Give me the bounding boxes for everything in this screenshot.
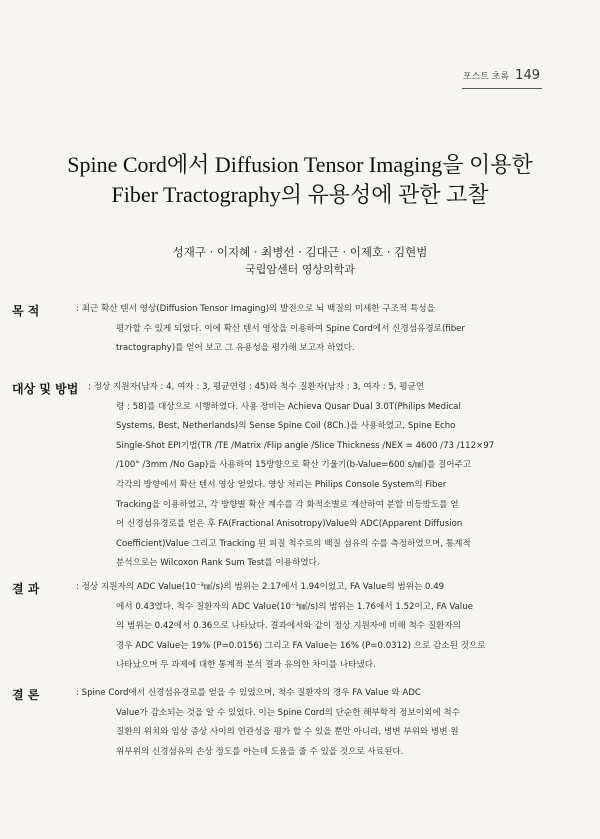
body-line: : 최근 확산 텐서 영상(Diffusion Tensor Imaging)의 발전으로 뇌 백질의 미세한 구조적 특성을 (76, 304, 435, 314)
title-line-1: Spine Cord에서 Diffusion Tensor Imaging을 이용한 (67, 152, 533, 177)
body-line: 령 : 58)를 대상으로 시행하였다. 사용 장비는 Achieva Qusar Dual 3.0T(Philips Medical (116, 401, 461, 412)
body-line: 평가할 수 있게 되었다. 이에 확산 텐서 영상을 이용하여 Spine Cord에서 신경섬유경로(fiber (116, 323, 465, 334)
page-number: 149 (515, 68, 540, 83)
section-body (76, 578, 544, 676)
section-body (76, 300, 544, 359)
title-line-2: Fiber Tractography의 유용성에 관한 고찰 (111, 182, 489, 207)
section-heading: 목 적 (12, 304, 40, 318)
body-line: /100° /3mm /No Gap)을 사용하여 15방향으로 확산 기울기(b-Value=600 s/㎟)를 걸어주고 (116, 460, 472, 471)
body-line: 의 범위는 0.42에서 0.36으로 나타났다. 결과에서와 같이 정상 지원자에 비해 척수 질환자의 (116, 621, 462, 632)
body-line: Value가 감소되는 것을 알 수 있었다. 이는 Spine Cord의 단순한 해부학적 정보이외에 척수 (116, 707, 460, 718)
section-results (12, 578, 544, 676)
body-line: : 정상 지원자의 ADC Value(10⁻³㎟/s)의 범위는 2.17에서 1.94이었고, FA Value의 범위는 0.49 (76, 582, 445, 592)
body-line: 경우 ADC Value는 19% (P=0.0156) 그리고 FA Value는 16% (P=0.0312) 으로 감소된 것으로 (116, 640, 486, 651)
section-body (88, 378, 544, 574)
section-conclusion (12, 684, 544, 762)
section-methods (12, 378, 544, 574)
section-heading: 결 과 (12, 582, 40, 596)
body-line: Coefficient)Value 그리고 Tracking 된 피질 척수로의 백질 섬유의 수를 측정하였으며, 통계적 (116, 538, 471, 549)
author-list: 성재구 · 이지혜 · 최병선 · 김대근 · 이제호 · 김현범 (172, 245, 428, 259)
body-line: Tracking을 이용하였고, 각 방향별 확산 계수를 각 화적소별로 계산하여 분할 비등방도를 얻 (116, 499, 459, 510)
body-line: 분석으로는 Wilcoxon Rank Sum Test를 이용하였다. (116, 558, 320, 569)
header-rule (462, 88, 542, 89)
section-heading: 결 론 (12, 688, 40, 702)
body-line: : 정상 지원자(남자 : 4, 여자 : 3, 평균연령 : 45)와 척수 질환자(남자 : 3, 여자 : 5, 평균연 (88, 382, 425, 392)
section-body (76, 684, 544, 762)
body-line: Systems, Best, Netherlands)의 Sense Spine Coil (8Ch.)을 사용하였고, Spine Echo (116, 421, 456, 432)
section-purpose (12, 300, 544, 359)
section-heading: 대상 및 방법 (12, 382, 79, 396)
paper-title (40, 150, 560, 210)
running-head (463, 68, 540, 83)
running-head-label: 포스트 초록 (462, 72, 510, 82)
body-line: tractography)를 얻어 보고 그 유용성을 평가해 보고자 하였다. (116, 343, 355, 354)
body-line: 어 신경섬유경로를 얻은 후 FA(Fractional Anisotropy)Value와 ADC(Apparent Diffusion (116, 519, 463, 530)
body-line: : Spine Cord에서 신경섬유경로를 얻을 수 있었으며, 척수 질환자의 경우 FA Value 와 ADC (76, 688, 421, 698)
body-line: 각각의 방향에서 확산 텐서 영상 얻었다. 영상 처리는 Philips Console System의 Fiber (116, 479, 447, 490)
body-line: 위부위의 신경섬유의 손상 정도를 아는데 도움을 줄 수 있을 것으로 사료된다. (116, 746, 404, 757)
affiliation: 국립암센터 영상의학과 (245, 263, 355, 276)
body-line: 나타났으며 두 과제에 대한 통계적 분석 결과 유의한 차이를 나타냈다. (116, 660, 376, 671)
body-line: 에서 0.43였다. 척수 질환자의 ADC Value(10⁻³㎟/s)의 범위는 1.76에서 1.52이고, FA Value (116, 601, 473, 612)
body-line: 질환의 위치와 임상 증상 사이의 연관성을 평가 할 수 있을 뿐만 아니라, 병변 부위와 병변 원 (116, 727, 459, 738)
body-line: Single-Shot EPI기법(TR /TE /Matrix /Flip angle /Slice Thickness /NEX = 4600 /73 /112×97 (116, 440, 495, 451)
